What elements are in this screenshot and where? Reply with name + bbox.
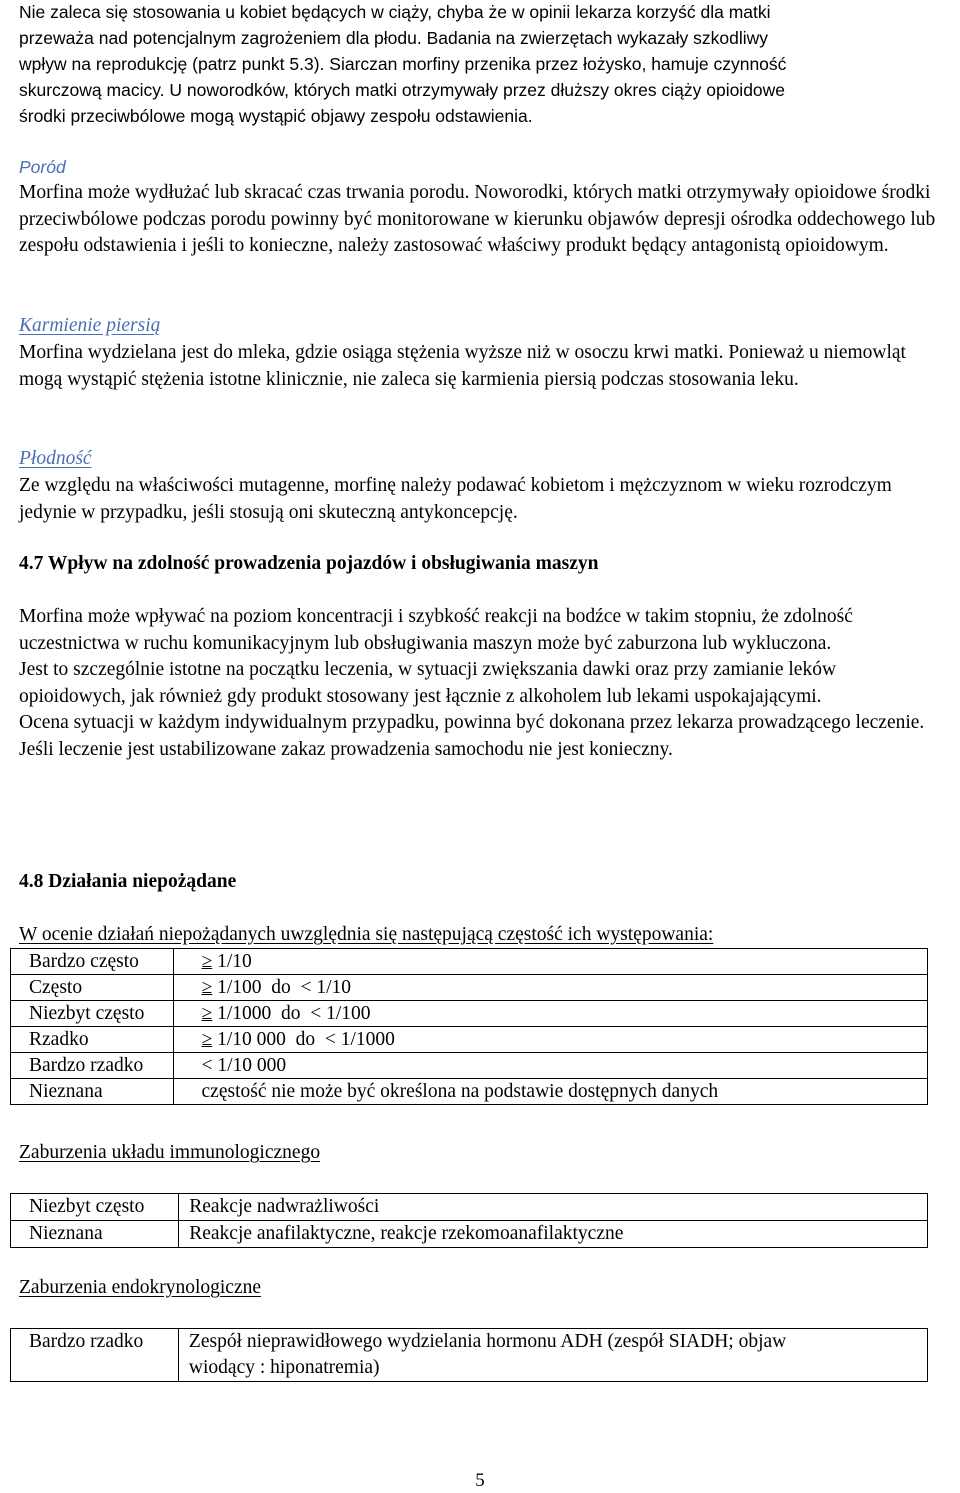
frequency-max: < 1/1000 bbox=[324, 1028, 395, 1050]
adverse-frequency: Bardzo rzadko bbox=[11, 1329, 179, 1382]
frequency-value bbox=[173, 1027, 927, 1053]
labor-text: Morfina może wydłużać lub skracać czas trwania porodu. Noworodki, których matki otrzymywały opioidowe środki przeciwbólowe podczas porodu powinny być monitorowane w kierunku objawów depresji ośrodka oddechowego lub zespołu odstawienia i jeśli to konieczne, należy zastosować właściwy produkt będący antagonistą opioidowym. bbox=[19, 182, 936, 256]
breastfeeding-heading: Karmienie piersią bbox=[19, 315, 161, 336]
breastfeeding-section bbox=[19, 313, 937, 339]
geq-symbol: ≥ bbox=[201, 976, 213, 998]
pregnancy-line-4: skurczową macicy. U noworodków, których matki otrzymywały przez dłuższy okres ciąży opioidowe bbox=[19, 80, 786, 100]
adverse-effect-row bbox=[11, 1329, 928, 1382]
section-4-8-heading-block bbox=[19, 869, 937, 895]
endocrine-heading-block bbox=[19, 1275, 937, 1301]
frequency-label: Nieznana bbox=[11, 1079, 174, 1105]
adverse-effect-line-2: wiodący : hiponatremia) bbox=[188, 1357, 380, 1378]
frequency-value bbox=[173, 975, 927, 1001]
section-4-7-para-3: Ocena sytuacji w każdym indywidualnym przypadku, powinna być dokonana przez lekarza prowadzącego leczenie. Jeśli leczenie jest ustabilizowane zakaz prowadzenia samochodu nie jest konieczny. bbox=[19, 712, 925, 760]
adverse-effect: Reakcje anafilaktyczne, reakcje rzekomoanafilaktyczne bbox=[179, 1221, 928, 1248]
section-4-8-heading: 4.8 Działania niepożądane bbox=[19, 871, 237, 892]
adverse-frequency: Nieznana bbox=[11, 1221, 179, 1248]
adverse-effect-row bbox=[11, 1221, 928, 1248]
frequency-min: 1/1000 bbox=[217, 1002, 272, 1024]
immune-table bbox=[10, 1193, 928, 1248]
frequency-intro: W ocenie działań niepożądanych uwzględnia się następującą częstość ich występowania: bbox=[19, 924, 714, 945]
frequency-row bbox=[11, 1001, 928, 1027]
fertility-text-block bbox=[19, 473, 937, 526]
frequency-max: < 1/10 bbox=[300, 976, 352, 998]
adverse-effect bbox=[178, 1329, 927, 1382]
pregnancy-line-3: wpływ na reprodukcję (patrz punkt 5.3). Siarczan morfiny przenika przez łożysko, hamuje czynność bbox=[19, 54, 787, 74]
frequency-label: Rzadko bbox=[11, 1027, 174, 1053]
pregnancy-line-1: Nie zaleca się stosowania u kobiet będących w ciąży, chyba że w opinii lekarza korzyść dla matki bbox=[19, 2, 771, 22]
frequency-row bbox=[11, 1053, 928, 1079]
frequency-value bbox=[173, 949, 927, 975]
fertility-text: Ze względu na właściwości mutagenne, morfinę należy podawać kobietom i mężczyznom w wieku rozrodczym jedynie w przypadku, jeśli stosują oni skuteczną antykoncepcję. bbox=[19, 475, 892, 523]
frequency-label: Niezbyt często bbox=[11, 1001, 174, 1027]
adverse-effect-row bbox=[11, 1194, 928, 1221]
frequency-min: 1/10 bbox=[217, 950, 252, 972]
frequency-min: częstość nie może być określona na podstawie dostępnych danych bbox=[201, 1080, 719, 1102]
page-number: 5 bbox=[475, 1470, 485, 1491]
breastfeeding-text-block bbox=[19, 340, 937, 393]
frequency-row bbox=[11, 1079, 928, 1105]
immune-heading: Zaburzenia układu immunologicznego bbox=[19, 1142, 321, 1163]
immune-heading-block bbox=[19, 1140, 937, 1166]
frequency-row bbox=[11, 949, 928, 975]
fertility-section bbox=[19, 446, 937, 472]
adverse-frequency: Niezbyt często bbox=[11, 1194, 179, 1221]
frequency-to-word: do bbox=[281, 1002, 301, 1024]
labor-text-block bbox=[19, 180, 937, 260]
breastfeeding-text: Morfina wydzielana jest do mleka, gdzie osiąga stężenia wyższe niż w osoczu krwi matki. Ponieważ u niemowląt mogą wystąpić stężenia istotne klinicznie, nie zaleca się karmienia piersią podczas stosowania leku. bbox=[19, 342, 906, 390]
frequency-min: 1/100 bbox=[217, 976, 262, 998]
section-4-7-para-1: Morfina może wpływać na poziom koncentracji i szybkość reakcji na bodźce w takim stopniu, że zdolność uczestnictwa w ruchu komunikacyjnym lub obsługiwania maszyn może być zaburzona lub wykluczona. bbox=[19, 606, 853, 654]
endocrine-table bbox=[10, 1328, 928, 1382]
frequency-min: < 1/10 000 bbox=[201, 1054, 287, 1076]
pregnancy-line-2: przeważa nad potencjalnym zagrożeniem dla płodu. Badania na zwierzętach wykazały szkodliwy bbox=[19, 28, 769, 48]
labor-heading: Poród bbox=[19, 157, 66, 177]
geq-symbol: ≥ bbox=[201, 950, 213, 972]
frequency-table bbox=[10, 948, 928, 1105]
labor-section bbox=[19, 154, 937, 180]
frequency-label: Bardzo rzadko bbox=[11, 1053, 174, 1079]
endocrine-heading: Zaburzenia endokrynologiczne bbox=[19, 1277, 262, 1298]
pregnancy-paragraph bbox=[19, 0, 937, 129]
adverse-effect-line-1: Zespół nieprawidłowego wydzielania hormonu ADH (zespół SIADH; objaw bbox=[188, 1331, 787, 1352]
section-4-7-para-2: Jest to szczególnie istotne na początku leczenia, w sytuacji zwiększania dawki oraz przy zamianie leków opioidowych, jak również gdy produkt stosowany jest łącznie z alkoholem lub lekami uspokajającymi. bbox=[19, 659, 837, 707]
frequency-to-word: do bbox=[271, 976, 291, 998]
section-4-7-heading-block bbox=[19, 551, 937, 577]
section-4-7-heading: 4.7 Wpływ na zdolność prowadzenia pojazdów i obsługiwania maszyn bbox=[19, 553, 599, 574]
frequency-row bbox=[11, 975, 928, 1001]
frequency-min: 1/10 000 bbox=[217, 1028, 286, 1050]
frequency-value bbox=[173, 1079, 927, 1105]
geq-symbol: ≥ bbox=[201, 1002, 213, 1024]
pregnancy-line-5: środki przeciwbólowe mogą wystąpić objawy zespołu odstawienia. bbox=[19, 106, 533, 126]
frequency-value bbox=[173, 1053, 927, 1079]
frequency-value bbox=[173, 1001, 927, 1027]
fertility-heading: Płodność bbox=[19, 448, 92, 469]
frequency-intro-block bbox=[19, 922, 937, 949]
adverse-effect: Reakcje nadwrażliwości bbox=[179, 1194, 928, 1221]
frequency-label: Bardzo często bbox=[11, 949, 174, 975]
geq-symbol: ≥ bbox=[201, 1028, 213, 1050]
frequency-to-word: do bbox=[295, 1028, 316, 1050]
frequency-label: Często bbox=[11, 975, 174, 1001]
frequency-max: < 1/100 bbox=[310, 1002, 371, 1024]
section-4-7-body bbox=[19, 604, 937, 763]
frequency-row bbox=[11, 1027, 928, 1053]
